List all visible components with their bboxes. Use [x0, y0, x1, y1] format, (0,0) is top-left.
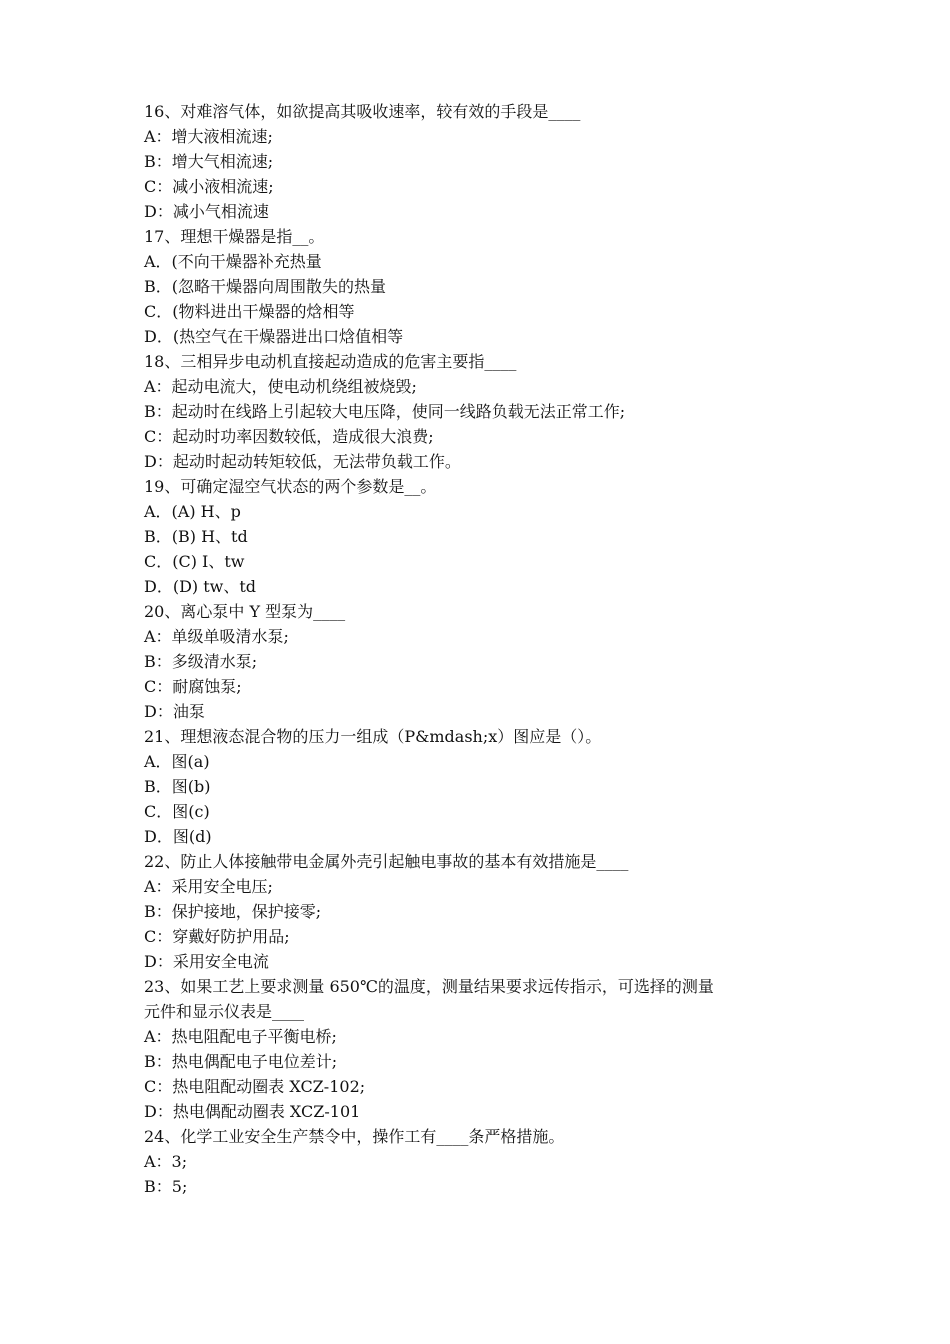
text-line: D．图(d)	[144, 827, 212, 846]
text-line: D．(D) tw、td	[144, 577, 257, 596]
question-text: 22、防止人体接触带电金属外壳引起触电事故的基本有效措施是____	[144, 852, 629, 871]
text-line: A：热电阻配电子平衡电桥;	[144, 1027, 337, 1046]
text-line: C：耐腐蚀泵;	[144, 677, 242, 696]
text-line: B：保护接地，保护接零;	[144, 902, 322, 921]
text-line: A：增大液相流速;	[144, 127, 273, 146]
text-line: A：采用安全电压;	[144, 877, 273, 896]
question-text: 19、可确定湿空气状态的两个参数是__。	[144, 477, 437, 496]
text-line: D：油泵	[144, 702, 205, 721]
question-text: 24、化学工业安全生产禁令中，操作工有____条严格措施。	[144, 1127, 565, 1146]
text-line: B：起动时在线路上引起较大电压降，使同一线路负载无法正常工作;	[144, 402, 626, 421]
question-text: 20、离心泵中 Y 型泵为____	[144, 602, 346, 621]
text-line: C：起动时功率因数较低，造成很大浪费;	[144, 427, 434, 446]
text-line: A．图(a)	[144, 752, 210, 771]
text-line: D：采用安全电流	[144, 952, 269, 971]
text-line: C：减小液相流速;	[144, 177, 274, 196]
text-line: C：热电阻配动圈表 XCZ-102;	[144, 1077, 366, 1096]
text-line: D．(热空气在干燥器进出口焓值相等	[144, 327, 404, 346]
text-line: A：起动电流大，使电动机绕组被烧毁;	[144, 377, 417, 396]
question-text: 16、对难溶气体，如欲提高其吸收速率，较有效的手段是____	[144, 102, 581, 121]
question-text: 17、理想干燥器是指__。	[144, 227, 325, 246]
question-text: 21、理想液态混合物的压力一组成（P&mdash;x）图应是（）。	[144, 727, 602, 746]
text-line: A．(不向干燥器补充热量	[144, 252, 322, 271]
text-line: C．(物料进出干燥器的焓相等	[144, 302, 355, 321]
text-line: B：多级清水泵;	[144, 652, 258, 671]
text-line: A：3;	[144, 1152, 188, 1171]
text-line: 元件和显示仪表是____	[144, 1002, 305, 1021]
text-line: D：减小气相流速	[144, 202, 269, 221]
text-line: C．图(c)	[144, 802, 210, 821]
text-line: B：5;	[144, 1177, 188, 1196]
question-text: 18、三相异步电动机直接起动造成的危害主要指____	[144, 352, 517, 371]
text-line: B：热电偶配电子电位差计;	[144, 1052, 338, 1071]
text-line: D：热电偶配动圈表 XCZ-101	[144, 1102, 361, 1121]
text-line: D：起动时起动转矩较低，无法带负载工作。	[144, 452, 461, 471]
text-line: C：穿戴好防护用品;	[144, 927, 290, 946]
text-line: B：增大气相流速;	[144, 152, 274, 171]
text-line: C．(C) I、tw	[144, 552, 245, 571]
question-text: 23、如果工艺上要求测量 650℃的温度，测量结果要求远传指示，可选择的测量	[144, 977, 714, 996]
document-body	[144, 99, 824, 1199]
text-line: B．(忽略干燥器向周围散失的热量	[144, 277, 387, 296]
text-line: A：单级单吸清水泵;	[144, 627, 289, 646]
text-line: B．(B) H、td	[144, 527, 248, 546]
text-line: A．(A) H、p	[144, 502, 241, 521]
text-line: B．图(b)	[144, 777, 211, 796]
